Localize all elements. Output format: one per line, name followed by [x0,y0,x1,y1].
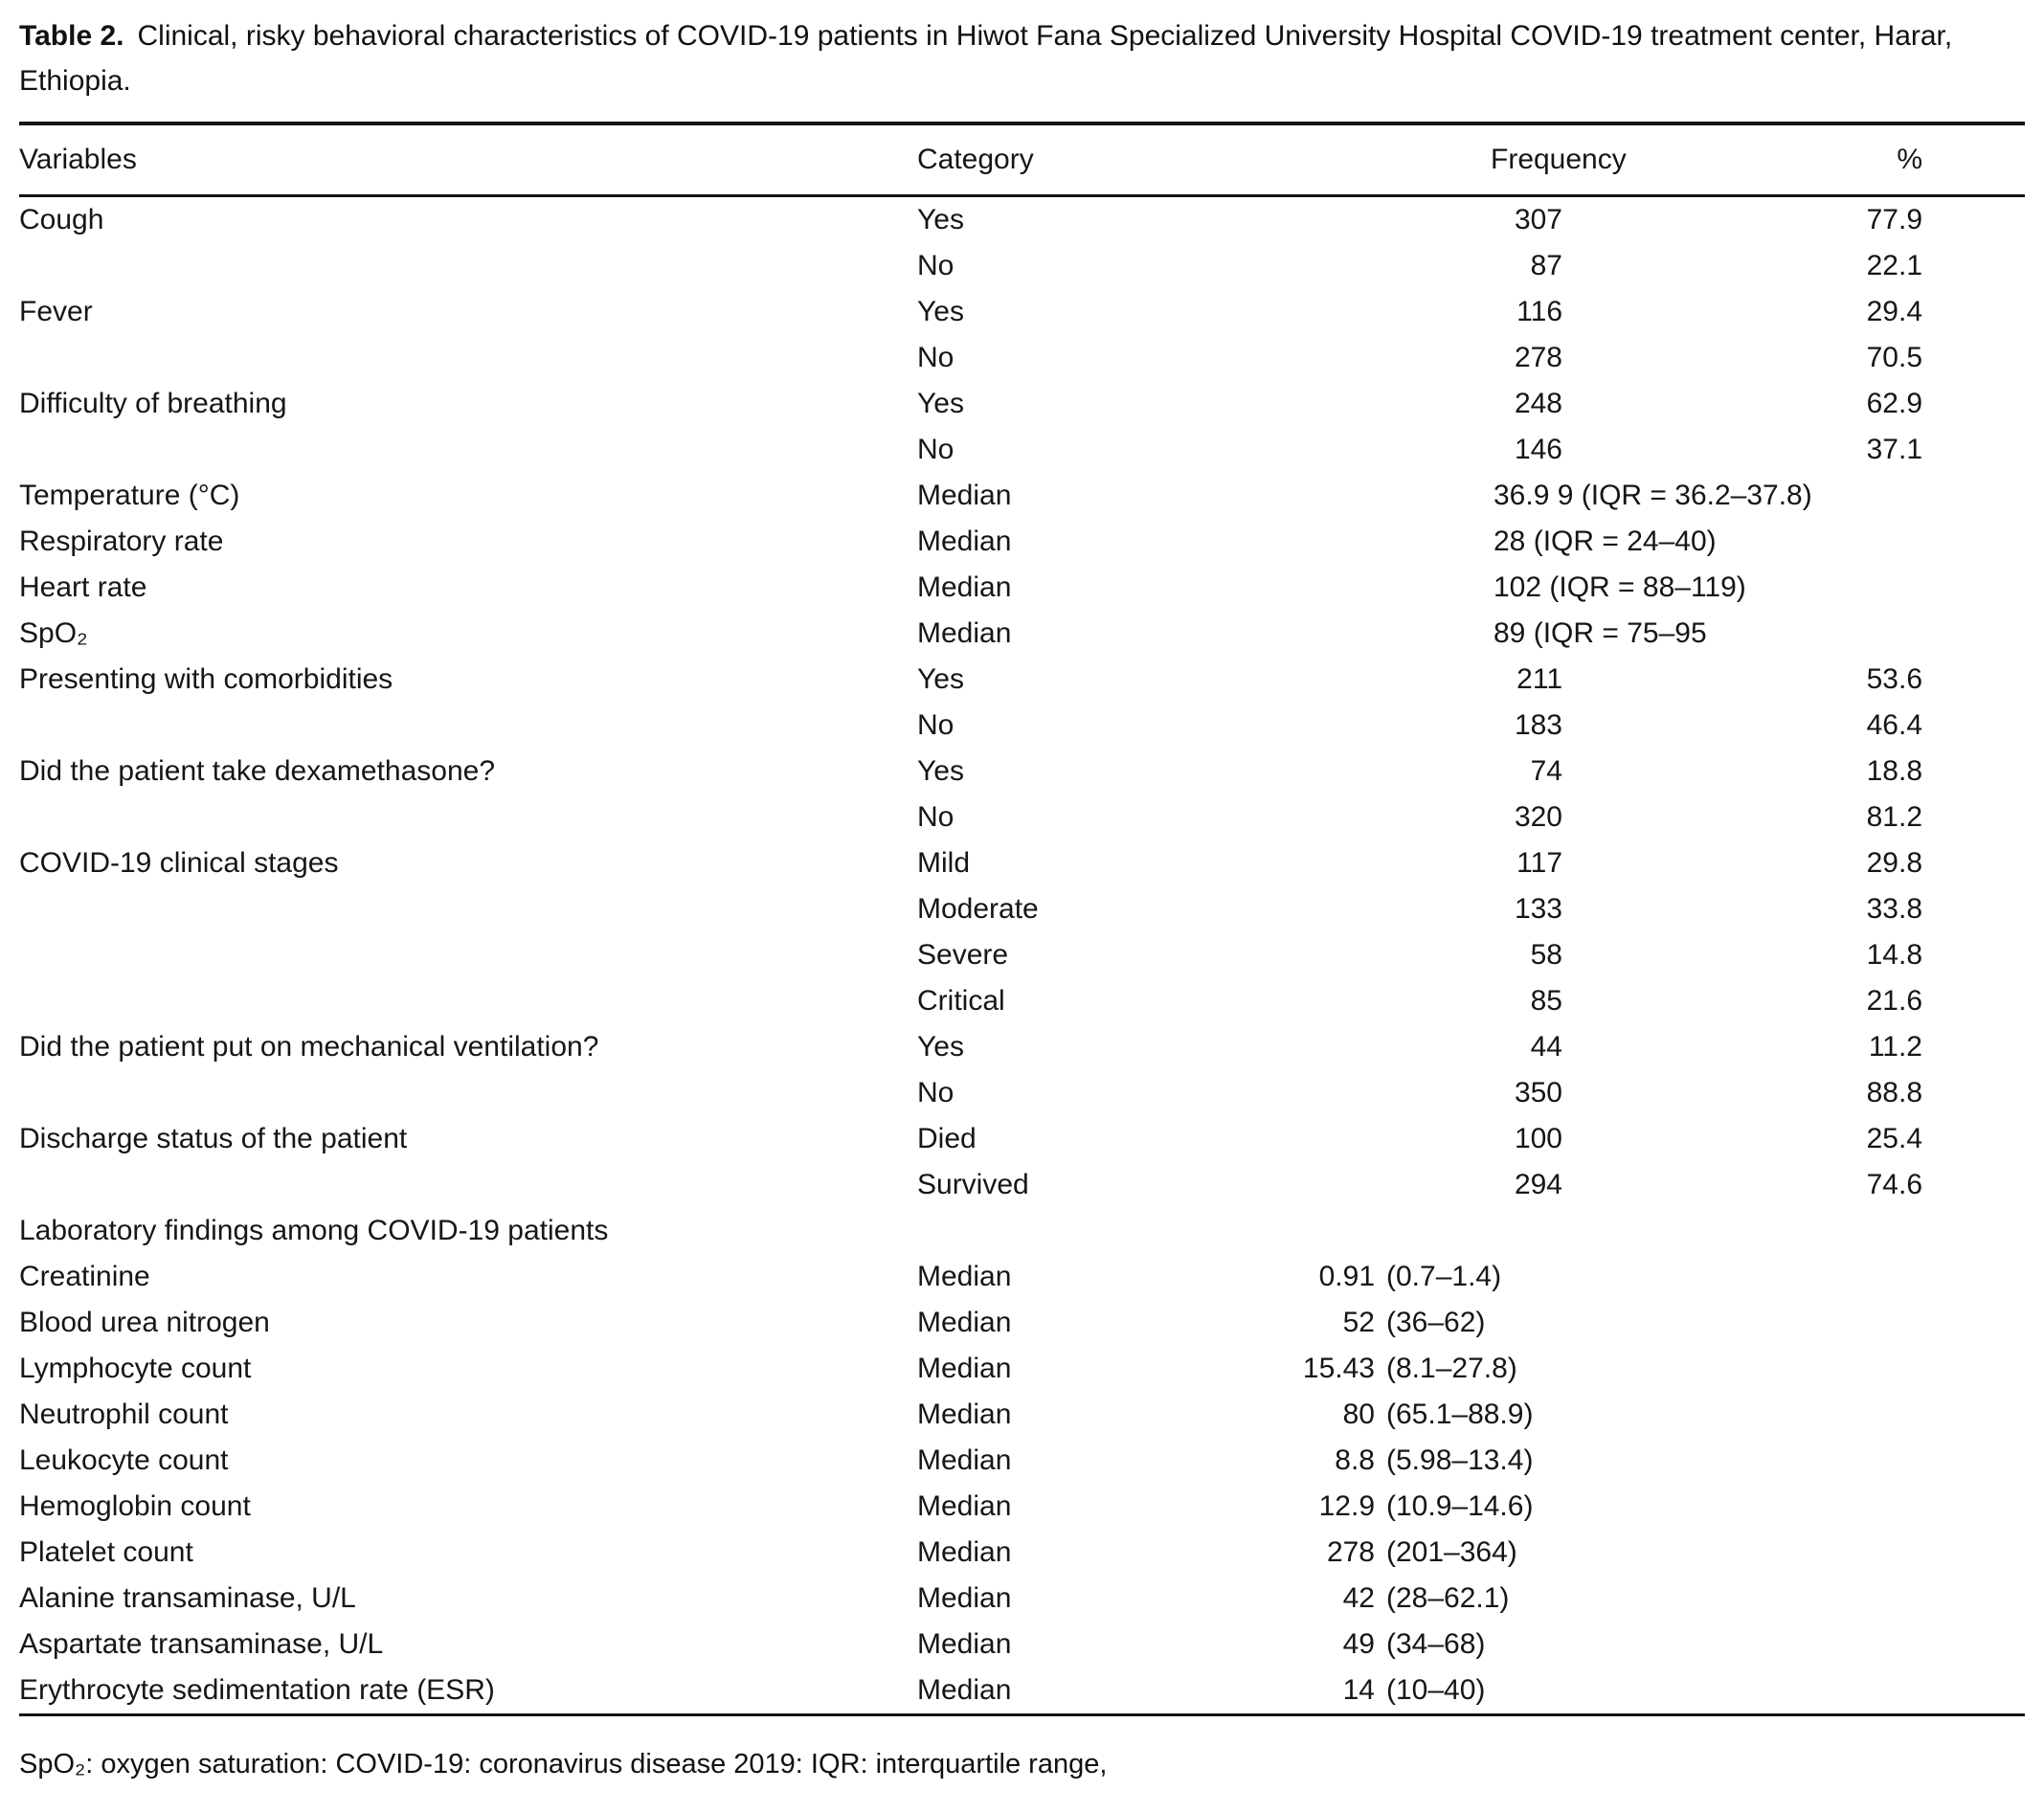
lab-median-cell: 12.9 [1318,1490,1375,1522]
percent-cell: 74.6 [1866,1169,1922,1200]
variable-cell: COVID-19 clinical stages [19,847,339,879]
category-cell: Critical [917,985,1005,1017]
category-cell: Median [917,1444,1012,1476]
table-row [0,1622,2044,1668]
percent-cell: 25.4 [1866,1123,1922,1154]
lab-median-cell: 15.43 [1302,1353,1375,1384]
table-row [0,1162,2044,1208]
table-row [0,932,2044,978]
lab-range-cell: (36–62) [1386,1307,1486,1338]
table-row [0,840,2044,886]
variable-cell: Temperature (°C) [19,480,240,511]
table-caption-text: Clinical, risky behavioral characteristics of COVID-19 patients in Hiwot Fana Specialized University Hospital COVID-19 treatment center, Harar, Ethiopia. [19,20,1953,97]
frequency-cell: 146 [1514,434,1562,465]
percent-cell: 29.8 [1866,847,1922,879]
lab-range-cell: (34–68) [1386,1628,1486,1660]
frequency-cell: 100 [1514,1123,1562,1154]
lab-median-cell: 80 [1342,1399,1375,1430]
variable-cell: Fever [19,296,93,327]
percent-cell: 11.2 [1868,1031,1922,1063]
section-label: Laboratory findings among COVID-19 patients [19,1215,609,1246]
lab-median-cell: 42 [1342,1582,1375,1614]
table-row [0,1484,2044,1530]
category-cell: No [917,709,955,741]
lab-median-cell: 52 [1342,1307,1375,1338]
frequency-cell: 350 [1514,1077,1562,1108]
category-cell: Yes [917,296,964,327]
table-row [0,1576,2044,1622]
category-cell: Median [917,617,1012,649]
variable-cell: Difficulty of breathing [19,388,287,419]
variable-cell: Did the patient put on mechanical ventilation? [19,1031,599,1063]
category-cell: No [917,434,955,465]
table-row [0,565,2044,611]
frequency-cell: 74 [1530,755,1562,787]
lab-median-cell: 14 [1342,1674,1375,1706]
table-row [0,1116,2044,1162]
table-row [0,657,2044,703]
percent-cell: 77.9 [1866,204,1922,235]
category-cell: Median [917,1353,1012,1384]
category-cell: Median [917,1490,1012,1522]
median-iqr-cell: 28 (IQR = 24–40) [1494,526,1717,557]
category-cell: Yes [917,755,964,787]
percent-cell: 21.6 [1866,985,1922,1017]
variable-cell: Hemoglobin count [19,1490,251,1522]
header-percent: % [1897,144,1922,175]
table-row [0,1070,2044,1116]
category-cell: No [917,250,955,281]
percent-cell: 14.8 [1866,939,1922,971]
median-iqr-cell: 89 (IQR = 75–95 [1494,617,1707,649]
table-row [0,611,2044,657]
frequency-cell: 294 [1514,1169,1562,1200]
table-row [0,795,2044,840]
lab-median-cell: 278 [1326,1536,1375,1568]
table-row [0,703,2044,749]
variable-cell: Lymphocyte count [19,1353,252,1384]
category-cell: No [917,801,955,833]
category-cell: Median [917,1536,1012,1568]
table-row [0,978,2044,1024]
category-cell: Median [917,1628,1012,1660]
frequency-cell: 320 [1514,801,1562,833]
frequency-cell: 58 [1530,939,1562,971]
variable-cell: SpO₂ [19,617,88,649]
table-row [0,519,2044,565]
category-cell: No [917,342,955,373]
table-row [0,335,2044,381]
frequency-cell: 133 [1514,893,1562,925]
table-caption [19,13,2017,103]
category-cell: Yes [917,663,964,695]
table-row [0,381,2044,427]
category-cell: Median [917,1399,1012,1430]
variable-cell: Creatinine [19,1261,150,1292]
table-row [0,1530,2044,1576]
lab-range-cell: (5.98–13.4) [1386,1444,1534,1476]
table-caption-label: Table 2. [19,20,124,52]
lab-range-cell: (28–62.1) [1386,1582,1510,1614]
category-cell: Died [917,1123,977,1154]
percent-cell: 29.4 [1866,296,1922,327]
table-row [0,1254,2044,1300]
header-frequency: Frequency [1491,144,1627,175]
variable-cell: Erythrocyte sedimentation rate (ESR) [19,1674,495,1706]
category-cell: Median [917,1582,1012,1614]
table-header-row [0,125,2044,194]
variable-cell: Blood urea nitrogen [19,1307,270,1338]
category-cell: Survived [917,1169,1029,1200]
category-cell: Mild [917,847,971,879]
median-iqr-cell: 36.9 9 (IQR = 36.2–37.8) [1494,480,1812,511]
category-cell: Median [917,1261,1012,1292]
header-category: Category [917,144,1034,175]
category-cell: Yes [917,204,964,235]
percent-cell: 70.5 [1866,342,1922,373]
lab-range-cell: (10–40) [1386,1674,1486,1706]
frequency-cell: 248 [1514,388,1562,419]
variable-cell: Alanine transaminase, U/L [19,1582,356,1614]
lab-median-cell: 8.8 [1335,1444,1375,1476]
percent-cell: 33.8 [1866,893,1922,925]
category-cell: Yes [917,1031,964,1063]
table-row [0,886,2044,932]
percent-cell: 53.6 [1866,663,1922,695]
category-cell: Median [917,526,1012,557]
variable-cell: Presenting with comorbidities [19,663,393,695]
lab-range-cell: (65.1–88.9) [1386,1399,1534,1430]
variable-cell: Platelet count [19,1536,193,1568]
lab-median-cell: 0.91 [1318,1261,1375,1292]
variable-cell: Discharge status of the patient [19,1123,408,1154]
table-row [0,427,2044,473]
frequency-cell: 117 [1516,847,1562,879]
percent-cell: 22.1 [1866,250,1922,281]
lab-range-cell: (0.7–1.4) [1386,1261,1502,1292]
category-cell: Median [917,1307,1012,1338]
category-cell: Moderate [917,893,1039,925]
percent-cell: 18.8 [1866,755,1922,787]
table-row [0,1668,2044,1713]
variable-cell: Respiratory rate [19,526,224,557]
table-section-row [0,1208,2044,1254]
table-row [0,473,2044,519]
category-cell: Severe [917,939,1009,971]
lab-range-cell: (201–364) [1386,1536,1517,1568]
table-row [0,1300,2044,1346]
variable-cell: Aspartate transaminase, U/L [19,1628,384,1660]
frequency-cell: 85 [1530,985,1562,1017]
frequency-cell: 87 [1530,250,1562,281]
percent-cell: 81.2 [1866,801,1922,833]
variable-cell: Did the patient take dexamethasone? [19,755,496,787]
percent-cell: 62.9 [1866,388,1922,419]
table-row [0,289,2044,335]
variable-cell: Cough [19,204,104,235]
variable-cell: Heart rate [19,571,147,603]
table-row [0,1392,2044,1438]
table-row [0,1438,2044,1484]
frequency-cell: 278 [1514,342,1562,373]
percent-cell: 37.1 [1866,434,1922,465]
percent-cell: 88.8 [1866,1077,1922,1108]
variable-cell: Leukocyte count [19,1444,229,1476]
category-cell: Median [917,571,1012,603]
frequency-cell: 183 [1514,709,1562,741]
lab-median-cell: 49 [1342,1628,1375,1660]
category-cell: Median [917,480,1012,511]
table-row [0,197,2044,243]
variable-cell: Neutrophil count [19,1399,229,1430]
table-bottom-rule [19,1713,2025,1716]
category-cell: Yes [917,388,964,419]
category-cell: No [917,1077,955,1108]
median-iqr-cell: 102 (IQR = 88–119) [1494,571,1746,603]
lab-range-cell: (8.1–27.8) [1386,1353,1517,1384]
header-variables: Variables [19,144,137,175]
frequency-cell: 307 [1514,204,1562,235]
table-row [0,1346,2044,1392]
frequency-cell: 116 [1516,296,1562,327]
table-footnote: SpO₂: oxygen saturation: COVID-19: coronavirus disease 2019: IQR: interquartile range, [19,1749,1108,1779]
table-body [0,197,2044,1713]
category-cell: Median [917,1674,1012,1706]
frequency-cell: 44 [1530,1031,1562,1063]
frequency-cell: 211 [1516,663,1562,695]
table-row [0,243,2044,289]
percent-cell: 46.4 [1866,709,1922,741]
lab-range-cell: (10.9–14.6) [1386,1490,1534,1522]
table-row [0,749,2044,795]
table-row [0,1024,2044,1070]
